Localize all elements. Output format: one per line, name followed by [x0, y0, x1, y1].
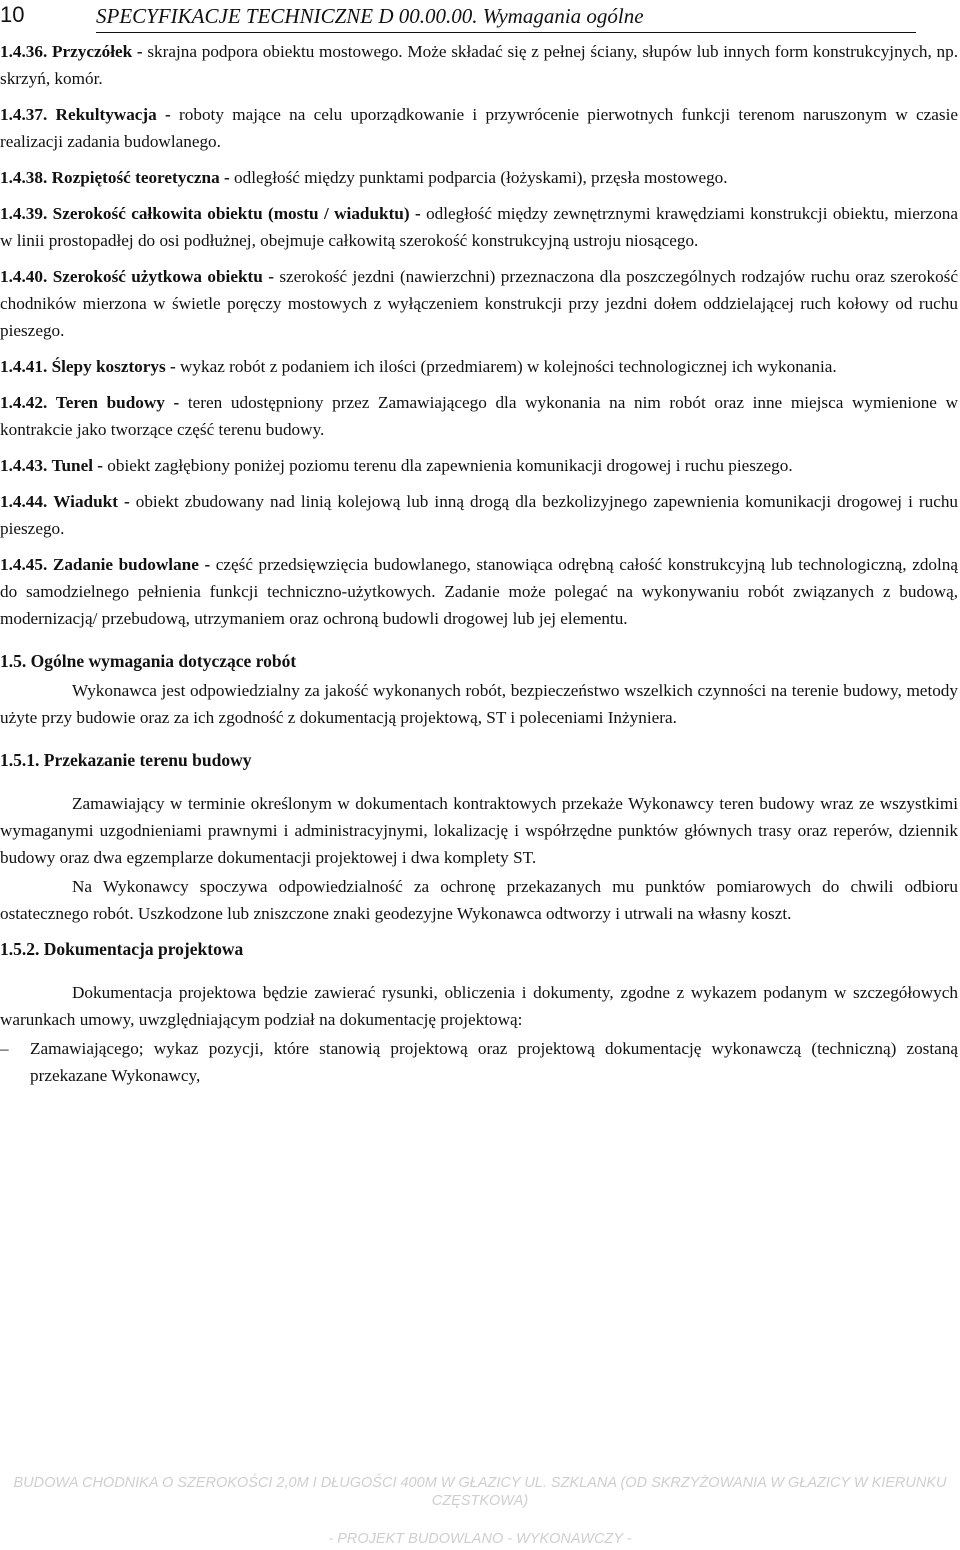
definition-term: Rozpiętość teoretyczna - [51, 168, 230, 187]
definition-text: szerokość jezdni (nawierzchni) przeznaczona dla poszczególnych rodzajów ruchu oraz szerokość chodników mierzona w świetle poręczy mostowych z wyłączeniem konstrukcji przy jezdni dołem oddzielającej ruch kołowy od ruchu pieszego. [0, 267, 959, 340]
dash-bullet: – [0, 1039, 9, 1058]
definition-1-4-38: 1.4.38. Rozpiętość teoretyczna - odległość między punktami podparcia (łożyskami), przęsła mostowego. [0, 168, 728, 187]
spacer [0, 776, 958, 790]
definition-1-4-36: 1.4.36. Przyczółek - skrajna podpora obiektu mostowego. Może składać się z pełnej ściany, słupów lub innych form konstrukcyjnych, np. skrzyń, komór. [0, 42, 959, 88]
definition-1-4-41: 1.4.41. Ślepy kosztorys - wykaz robót z podaniem ich ilości (przedmiarem) w kolejności technologicznej ich wykonania. [0, 357, 837, 376]
footer-project-title: BUDOWA CHODNIKA O SZEROKOŚCI 2,0M I DŁUGOŚCI 400M W GŁAZICY UL. SZKLANA (OD SKRZYŻOWANIA W GŁAZICY W KIERUNKU CZĘSTKOWA) [13, 1475, 947, 1509]
definition-term: Rekultywacja - [55, 105, 171, 124]
definition-term: Teren budowy - [55, 393, 180, 412]
page-footer [0, 1474, 960, 1548]
page-header [0, 2, 960, 40]
section-heading-1-5-2: 1.5.2. Dokumentacja projektowa [0, 939, 244, 959]
definition-term: Szerokość całkowita obiektu (mostu / wiaduktu) - [52, 204, 421, 223]
definition-1-4-39: 1.4.39. Szerokość całkowita obiektu (mostu / wiaduktu) - odległość między zewnętrznymi krawędziami konstrukcji obiektu, mierzona w linii prostopadłej do osi podłużnej, obejmuje całkowitą szerokość konstrukcyjną ustroju niosącego. [0, 204, 959, 250]
section-1-5-1-paragraph-2: Na Wykonawcy spoczywa odpowiedzialność za ochronę przekazanych mu punktów pomiarowych do chwili odbioru ostatecznego robót. Uszkodzone lub zniszczone znaki geodezyjne Wykonawca odtworzy i utrwali na własny koszt. [0, 877, 958, 923]
page-number: 10 [0, 2, 25, 27]
definition-text: obiekt zagłębiony poniżej poziomu terenu dla zapewnienia komunikacji drogowej i ruchu pieszego. [107, 456, 793, 475]
definition-term: Przyczółek - [52, 42, 143, 61]
section-heading-1-5: 1.5. Ogólne wymagania dotyczące robót [0, 651, 297, 671]
header-rule [96, 32, 916, 33]
section-1-5-1-paragraph-1: Zamawiający w terminie określonym w dokumentach kontraktowych przekaże Wykonawcy teren budowy wraz ze wszystkimi wymaganymi uzgodnieniami prawnymi i administracyjnymi, lokalizację i współrzędne punktów głównych trasy oraz reperów, dziennik budowy oraz dwa egzemplarze dokumentacji projektowej i dwa komplety ST. [0, 794, 958, 867]
list-item-text: Zamawiającego; wykaz pozycji, które stanowią projektową oraz projektową dokumentację wykonawczą (techniczną) zostaną przekazane Wykonawcy, [30, 1039, 958, 1085]
definition-term: Tunel - [51, 456, 103, 475]
section-heading-1-5-1: 1.5.1. Przekazanie terenu budowy [0, 750, 252, 770]
definition-text: część przedsięwzięcia budowlanego, stanowiąca odrębną całość konstrukcyjną lub technologiczną, zdolną do samodzielnego pełnienia funkcji techniczno-użytkowych. Zadanie może polegać na wykonywaniu robót związanych z budową, modernizacją/ przebudową, utrzymaniem oraz ochroną budowli drogowej lub jej elementu. [0, 555, 959, 628]
document-body [0, 38, 958, 1089]
section-1-5-2-paragraph: Dokumentacja projektowa będzie zawierać rysunki, obliczenia i dokumenty, zgodne z wykazem podanym w szczegółowych warunkach umowy, uwzględniającym podział na dokumentację projektową: [0, 983, 958, 1029]
definition-text: odległość między punktami podparcia (łożyskami), przęsła mostowego. [234, 168, 728, 187]
definition-term: Szerokość użytkowa obiektu - [52, 267, 274, 286]
spacer [0, 965, 958, 979]
section-1-5-paragraph: Wykonawca jest odpowiedzialny za jakość wykonanych robót, bezpieczeństwo wszelkich czynności na terenie budowy, metody użyte przy budowie oraz za ich zgodność z dokumentacją projektową, ST i poleceniami Inżyniera. [0, 681, 958, 727]
footer-project-type: - PROJEKT BUDOWLANO - WYKONAWCZY - [328, 1531, 632, 1547]
definition-1-4-37: 1.4.37. Rekultywacja - roboty mające na celu uporządkowanie i przywrócenie pierwotnych funkcji terenom naruszonym w czasie realizacji zadania budowlanego. [0, 105, 958, 151]
list-item [0, 1035, 958, 1089]
definition-1-4-40: 1.4.40. Szerokość użytkowa obiektu - szerokość jezdni (nawierzchni) przeznaczona dla poszczególnych rodzajów ruchu oraz szerokość chodników mierzona w świetle poręczy mostowych z wyłączeniem konstrukcji przy jezdni dołem oddzielającej ruch kołowy od ruchu pieszego. [0, 267, 959, 340]
definition-term: Wiadukt - [53, 492, 130, 511]
definition-1-4-42: 1.4.42. Teren budowy - teren udostępniony przez Zamawiającego dla wykonania na nim robót oraz inne miejsca wymienione w kontrakcie jako tworzące część terenu budowy. [0, 393, 959, 439]
definition-term: Ślepy kosztorys - [51, 357, 176, 376]
definition-text: obiekt zbudowany nad linią kolejową lub inną drogą dla bezkolizyjnego zapewnienia komunikacji drogowej i ruchu pieszego. [0, 492, 959, 538]
definition-1-4-45: 1.4.45. Zadanie budowlane - część przedsięwzięcia budowlanego, stanowiąca odrębną całość konstrukcyjną lub technologiczną, zdolną do samodzielnego pełnienia funkcji techniczno-użytkowych. Zadanie może polegać na wykonywaniu robót związanych z budową, modernizacją/ przebudową, utrzymaniem oraz ochroną budowli drogowej lub jej elementu. [0, 555, 959, 628]
definition-text: skrajna podpora obiektu mostowego. Może składać się z pełnej ściany, słupów lub innych form konstrukcyjnych, np. skrzyń, komór. [0, 42, 959, 88]
definition-text: teren udostępniony przez Zamawiającego dla wykonania na nim robót oraz inne miejsca wymienione w kontrakcie jako tworzące część terenu budowy. [0, 393, 959, 439]
definition-1-4-43: 1.4.43. Tunel - obiekt zagłębiony poniżej poziomu terenu dla zapewnienia komunikacji drogowej i ruchu pieszego. [0, 456, 793, 475]
definition-term: Zadanie budowlane - [52, 555, 211, 574]
definition-1-4-44: 1.4.44. Wiadukt - obiekt zbudowany nad linią kolejową lub inną drogą dla bezkolizyjnego zapewnienia komunikacji drogowej i ruchu pieszego. [0, 492, 959, 538]
definition-text: odległość między zewnętrznymi krawędziami konstrukcji obiektu, mierzona w linii prostopadłej do osi podłużnej, obejmuje całkowitą szerokość konstrukcyjną ustroju niosącego. [0, 204, 959, 250]
definition-text: roboty mające na celu uporządkowanie i przywrócenie pierwotnych funkcji terenom naruszonym w czasie realizacji zadania budowlanego. [0, 105, 958, 151]
header-title: SPECYFIKACJE TECHNICZNE D 00.00.00. Wymagania ogólne [96, 4, 644, 28]
definition-text: wykaz robót z podaniem ich ilości (przedmiarem) w kolejności technologicznej ich wykonania. [180, 357, 837, 376]
